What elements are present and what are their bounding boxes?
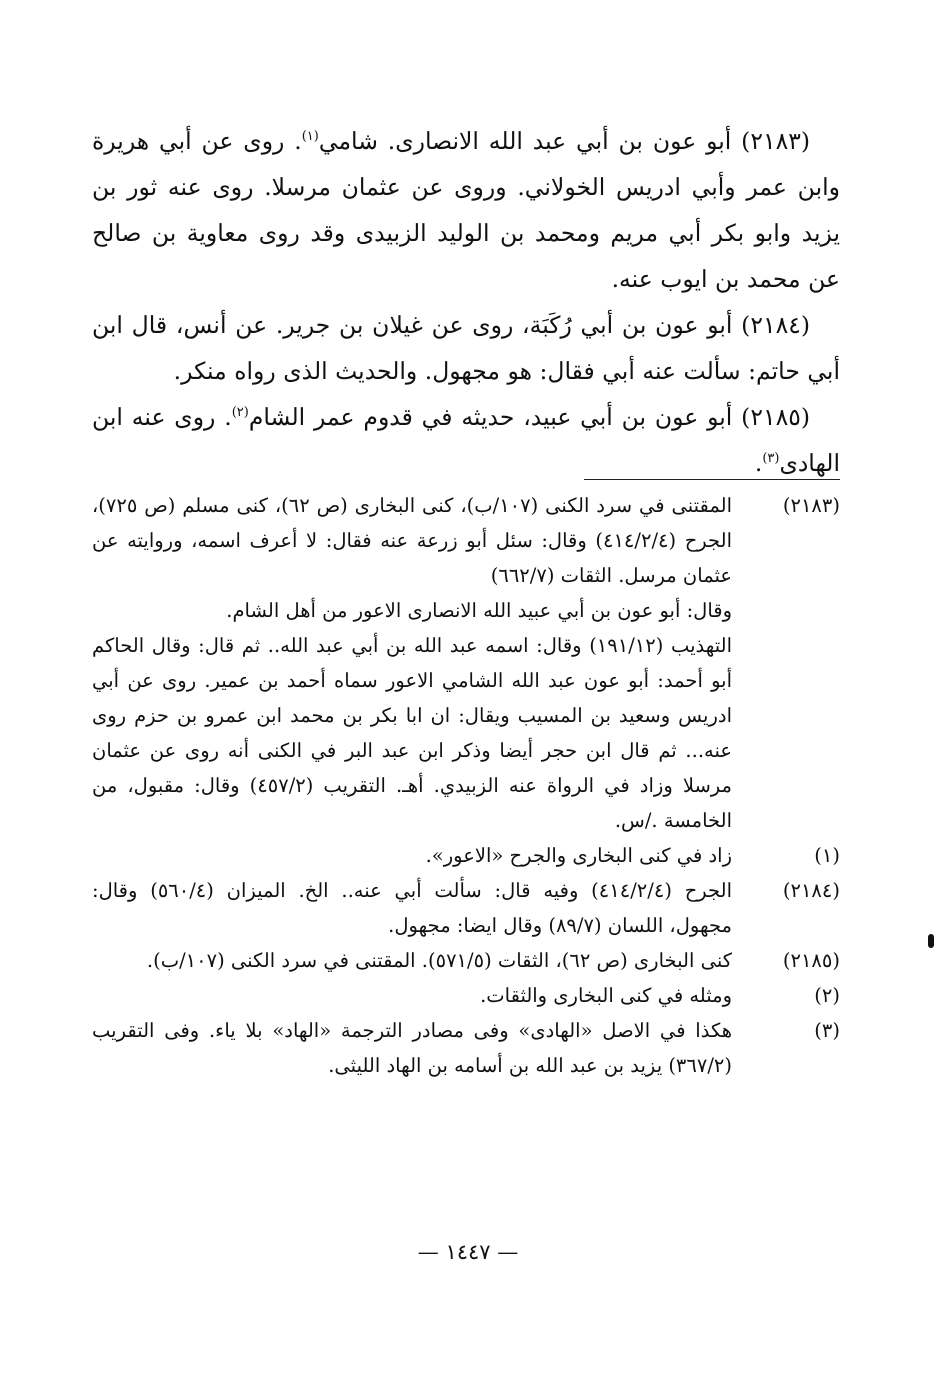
footnote-paragraph: كنى البخارى (ص ٦٢)، الثقات (٥٧١/٥). المقتنى في سرد الكنى (١٠٧/ب).	[146, 949, 732, 972]
footnote-body	[92, 873, 732, 943]
entry-text: (٢١٨٣) أبو عون بن أبي عبد الله الانصارى. شامي	[318, 127, 810, 155]
footnote-2	[92, 978, 840, 1013]
footnote-ref[interactable]: (١)	[301, 129, 319, 145]
footnote-3	[92, 1013, 840, 1083]
footnote-body	[92, 488, 732, 838]
footnote-paragraph: التهذيب (١٩١/١٢) وقال: اسمه عبد الله بن أبي عبد الله.. ثم قال: وقال الحاكم أبو أحمد: أبو عون عبد الله الشامي الاعور سماه أحمد بن عمير. روى عن أبي ادريس وسعيد بن المسيب ويقال: ان ابا بكر بن محمد ابن عمرو بن حزم روى عنه... ثم قال ابن حجر أيضا وذكر ابن عبد البر في الكنى أنه روى عن عثمان مرسلا وزاد في الرواة عنه الزبيدي. أهـ. التقريب (٤٥٧/٢) وقال: مقبول، من الخامسة ./س.	[92, 634, 732, 832]
entry-text: . روى عن أبي هريرة وابن عمر وأبي ادريس الخولاني. وروى عن عثمان مرسلا. روى عنه ثور بن يزيد وابو بكر أبي مريم ومحمد بن الوليد الزبيدى وقد روى معاوية بن صالح عن محمد بن ايوب عنه.	[92, 127, 840, 293]
footnote-body	[92, 838, 732, 873]
entry-text: (٢١٨٥) أبو عون بن أبي عبيد، حديثه في قدوم عمر الشام	[248, 403, 810, 431]
footnote-paragraph: زاد في كنى البخارى والجرح «الاعور».	[425, 844, 732, 867]
entry-text: .	[754, 449, 763, 477]
footnote-paragraph: الجرح (٤١٤/٢/٤) وفيه قال: سألت أبي عنه.. الخ. الميزان (٥٦٠/٤) وقال: مجهول، اللسان (٨٩/٧) وقال ايضا: مجهول.	[92, 879, 732, 937]
entry-text: (٢١٨٤) أبو عون بن أبي رُكَبَة، روى عن غيلان بن جرير. عن أنس، قال ابن أبي حاتم: سألت عنه أبي فقال: هو مجهول. والحديث الذى رواه منكر.	[92, 311, 840, 385]
footnote-paragraph: المقتنى في سرد الكنى (١٠٧/ب)، كنى البخارى (ص ٦٢)، كنى مسلم (ص ٧٢٥)، الجرح (٤١٤/٢/٤) وقال: سئل أبو زرعة عنه فقال: لا أعرف اسمه، وروايته عن عثمان مرسل. الثقات (٦٦٢/٧)	[92, 494, 732, 587]
footnote-2184	[92, 873, 840, 943]
entry-2184	[92, 302, 840, 394]
footnote-body	[92, 1013, 732, 1083]
footnote-paragraph: ومثله في كنى البخارى والثقات.	[480, 984, 732, 1007]
scan-artifact	[928, 934, 934, 948]
footnote-number: (٣)	[814, 1019, 840, 1042]
footnote-number: (٢)	[814, 984, 840, 1007]
footnote-2185	[92, 943, 840, 978]
footnote-body	[92, 978, 732, 1013]
footnote-2183	[92, 488, 840, 838]
footnotes	[92, 488, 840, 1083]
footnote-number: (٢١٨٤)	[782, 879, 840, 902]
footnote-body	[92, 943, 732, 978]
footnote-number: (٢١٨٥)	[782, 949, 840, 972]
footnote-paragraph: هكذا في الاصل «الهادى» وفى مصادر الترجمة «الهاد» بلا ياء. وفى التقريب (٣٦٧/٢) يزيد بن عبد الله بن أسامه بن الهاد الليثى.	[92, 1019, 732, 1077]
entry-text: . روى عنه ابن الهادى	[92, 403, 840, 477]
footnote-number: (١)	[814, 844, 840, 867]
footnote-ref[interactable]: (٣)	[762, 451, 780, 467]
entry-2183	[92, 118, 840, 302]
footnote-paragraph: وقال: أبو عون بن أبي عبيد الله الانصارى الاعور من أهل الشام.	[226, 599, 732, 622]
footnote-number: (٢١٨٣)	[782, 494, 840, 517]
footnote-1	[92, 838, 840, 873]
main-text	[92, 118, 840, 486]
footnote-separator	[584, 479, 840, 480]
entry-2185	[92, 394, 840, 486]
page-number: — ١٤٤٧ —	[417, 1240, 519, 1264]
footnote-ref[interactable]: (٢)	[231, 405, 249, 421]
